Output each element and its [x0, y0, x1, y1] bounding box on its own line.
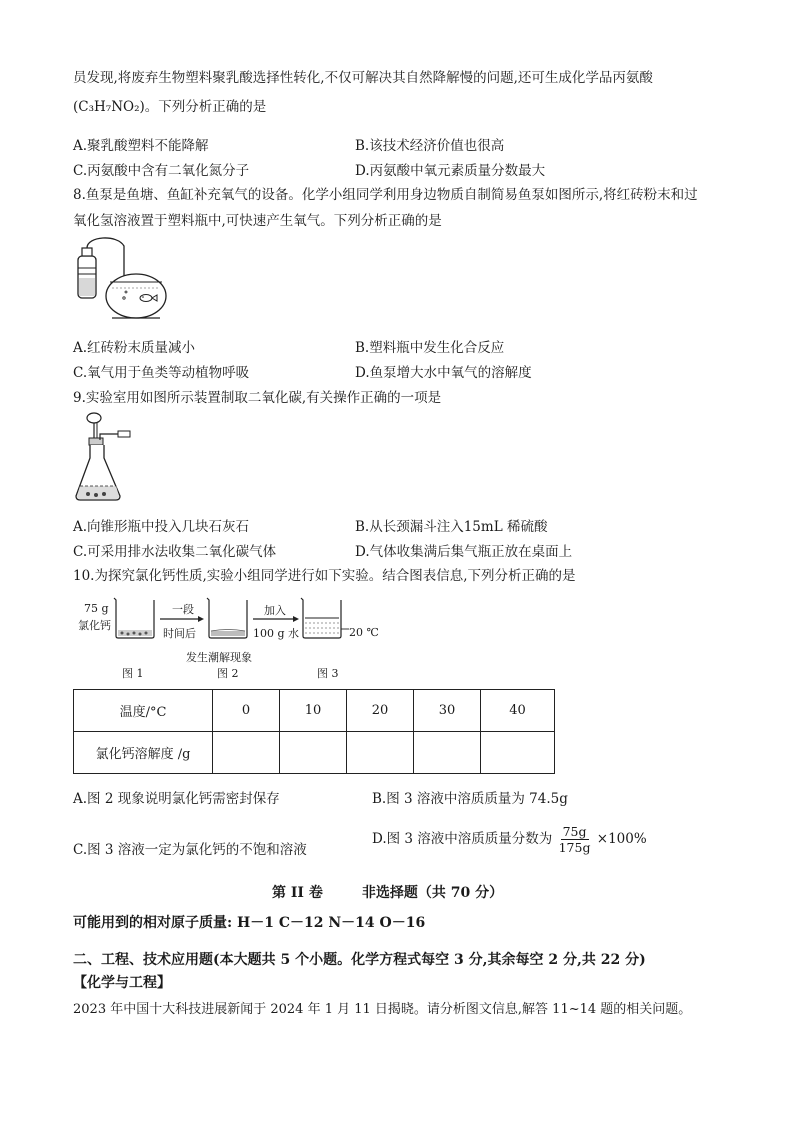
fig1-mass-label: 75 g: [84, 602, 109, 615]
table-cell: [481, 732, 555, 774]
fig2-label: 图 2: [217, 667, 239, 680]
q9-option-a: A.向锥形瓶中投入几块石灰石: [73, 519, 250, 535]
fig2-caption: 发生潮解现象: [186, 651, 252, 664]
fraction-denominator: 175g: [558, 840, 591, 855]
arrow1-top-label: 一段: [172, 603, 194, 616]
table-row-solubility: [74, 732, 555, 774]
section-heading: 二、工程、技术应用题(本大题共 5 个小题。化学方程式每空 3 分,其余每空 2 分,共 22 分): [73, 952, 646, 968]
arrow1-bottom-label: 时间后: [163, 627, 196, 640]
table-row-temperature: [74, 690, 555, 732]
q10-option-d: [372, 824, 647, 855]
question-8-stem-line2: 氧化氢溶液置于塑料瓶中,可快速产生氧气。下列分析正确的是: [73, 213, 442, 229]
table-cell: 0: [213, 690, 280, 732]
q8-option-d: D.鱼泵增大水中氧气的溶解度: [355, 365, 532, 381]
fraction-numerator: 75g: [562, 824, 587, 839]
q7-option-a: A.聚乳酸塑料不能降解: [73, 138, 209, 154]
arrow-right-icon: [160, 615, 204, 623]
arrow2-top-label: 加入: [264, 604, 286, 617]
question-10-stem: 10.为探究氯化钙性质,实验小组同学进行如下实验。结合图表信息,下列分析正确的是: [73, 568, 576, 584]
table-cell: [213, 732, 280, 774]
table-cell: 30: [414, 690, 481, 732]
table-header-solubility: 氯化钙溶解度 /g: [74, 732, 213, 774]
q8-option-c: C.氧气用于鱼类等动植物呼吸: [73, 365, 250, 381]
question-7-stem-line1: 员发现,将废弃生物塑料聚乳酸选择性转化,不仅可解决其自然降解慢的问题,还可生成化学品丙氨酸: [73, 70, 653, 86]
solubility-table: [73, 689, 555, 774]
subheading: 【化学与工程】: [73, 975, 171, 991]
q7-option-c: C.丙氨酸中含有二氧化氮分子: [73, 163, 250, 179]
q10-option-d-prefix: D.图 3 溶液中溶质质量分数为: [372, 831, 553, 847]
question-7-stem-line2: (C₃H₇NO₂)。下列分析正确的是: [73, 99, 267, 115]
q9-option-b: B.从长颈漏斗注入15mL 稀硫酸: [355, 519, 548, 535]
q8-option-a: A.红砖粉末质量减小: [73, 340, 196, 356]
atomic-mass-line: 可能用到的相对原子质量: H－1 C－12 N－14 O－16: [73, 915, 426, 931]
q8-option-b: B.塑料瓶中发生化合反应: [355, 340, 505, 356]
fish-pump-diagram: [72, 234, 172, 322]
fig3-label: 图 3: [317, 667, 339, 680]
table-cell: [414, 732, 481, 774]
part2-title: 第 II 卷 非选择题（共 70 分）: [272, 885, 504, 901]
part2-intro: 2023 年中国十大科技进展新闻于 2024 年 1 月 11 日揭晓。请分析图文信息,解答 11~14 题的相关问题。: [73, 1002, 692, 1017]
arrow-right-icon: [253, 615, 299, 623]
fig1-substance-label: 氯化钙: [78, 619, 111, 632]
q10-option-b: B.图 3 溶液中溶质质量为 74.5g: [372, 791, 568, 807]
q9-option-c: C.可采用排水法收集二氧化碳气体: [73, 544, 277, 560]
question-9-stem: 9.实验室用如图所示装置制取二氧化碳,有关操作正确的一项是: [73, 390, 442, 406]
question-8-stem-line1: 8.鱼泵是鱼塘、鱼缸补充氧气的设备。化学小组同学利用身边物质自制简易鱼泵如图所示,将红砖粉末和过: [73, 187, 698, 203]
co2-apparatus-diagram: [72, 410, 134, 504]
beaker-fig3: [299, 596, 349, 640]
q7-option-b: B.该技术经济价值也很高: [355, 138, 505, 154]
beaker-fig1: [112, 596, 158, 640]
q10-option-c: C.图 3 溶液一定为氯化钙的不饱和溶液: [73, 842, 307, 858]
temperature-label: 20 ℃: [349, 626, 379, 639]
q10-option-a: A.图 2 现象说明氯化钙需密封保存: [73, 791, 280, 807]
table-cell: [347, 732, 414, 774]
table-cell: 40: [481, 690, 555, 732]
q10-option-d-suffix: ×100%: [596, 831, 647, 847]
table-header-temperature: 温度/°C: [74, 690, 213, 732]
q7-option-d: D.丙氨酸中氧元素质量分数最大: [355, 163, 546, 179]
table-cell: [280, 732, 347, 774]
fig1-label: 图 1: [122, 667, 144, 680]
q9-option-d: D.气体收集满后集气瓶正放在桌面上: [355, 544, 573, 560]
table-cell: 10: [280, 690, 347, 732]
beaker-fig2: [205, 596, 251, 640]
arrow2-bottom-label: 100 g 水: [253, 627, 300, 640]
fraction: [559, 824, 591, 855]
table-cell: 20: [347, 690, 414, 732]
